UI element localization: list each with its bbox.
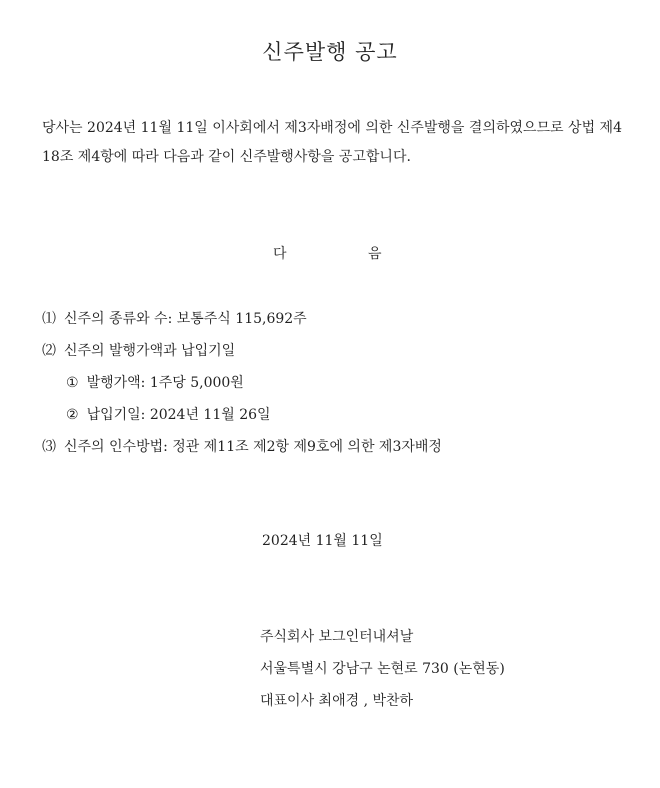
company-name: 주식회사 보그인터내셔날 [260,629,414,645]
item-text: 신주의 발행가액과 납입기일 [64,343,236,359]
list-item-stock-type [42,308,307,328]
item-number: ⑴ [42,311,56,327]
company-address: 서울특별시 강남구 논현로 730 (논현동) [260,661,505,677]
item-text: 신주의 종류와 수: 보통주식 115,692주 [64,311,307,327]
intro-paragraph: 당사는 2024년 11월 11일 이사회에서 제3자배정에 의한 신주발행을 결의하였으므로 상법 제418조 제4항에 따라 다음과 같이 신주발행사항을 공고합니다. [42,120,622,165]
item-number: ① [66,375,79,391]
heading-eum: 음 [368,246,382,262]
item-number: ② [66,407,79,423]
heading-da: 다 [273,246,287,262]
item-text: 납입기일: 2024년 11월 26일 [86,407,271,423]
ceo-names: 대표이사 최애경 , 박찬하 [260,693,414,709]
item-text: 발행가액: 1주당 5,000원 [86,375,244,391]
list-subitem-payment-date [66,404,271,424]
notice-date: 2024년 11월 11일 [262,533,383,549]
list-item-subscription-method [42,436,442,456]
item-text: 신주의 인수방법: 정관 제11조 제2항 제9호에 의한 제3자배정 [64,439,442,455]
page-title: 신주발행 공고 [262,40,398,64]
list-item-issue-price-date [42,340,235,360]
item-number: ⑵ [42,343,56,359]
item-number: ⑶ [42,439,56,455]
list-subitem-issue-price [66,372,244,392]
